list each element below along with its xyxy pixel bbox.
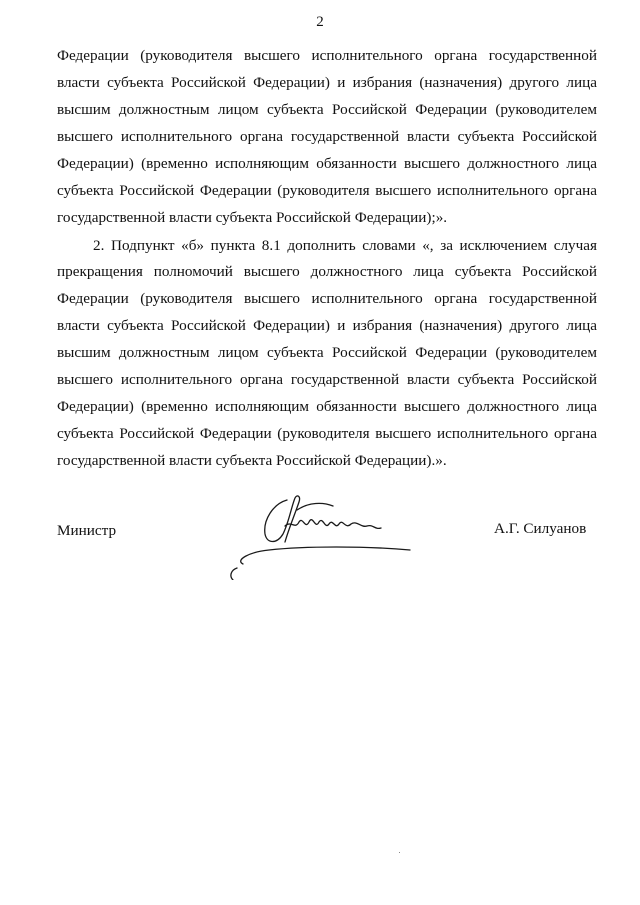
paragraph-2-line: высшим должностным лицом субъекта Российской Федерации (руководителем — [57, 344, 597, 361]
paragraph-1-line: субъекта Российской Федерации (руководителя высшего исполнительного органа — [57, 182, 597, 199]
handwritten-signature — [225, 490, 425, 580]
paragraph-2-line: Федерации (руководителя высшего исполнительного органа государственной — [57, 290, 597, 307]
signatory-title: Министр — [57, 522, 117, 539]
paragraph-2-line: власти субъекта Российской Федерации) и избрания (назначения) другого лица — [57, 317, 597, 334]
paragraph-1-line: высшим должностным лицом субъекта Российской Федерации (руководителем — [57, 101, 597, 118]
signatory-name: А.Г. Силуанов — [494, 520, 587, 537]
paragraph-1-line: государственной власти субъекта Российской Федерации);». — [57, 209, 448, 226]
scan-speck — [399, 852, 400, 853]
paragraph-2-line: Федерации) (временно исполняющим обязанности высшего должностного лица — [57, 398, 597, 415]
paragraph-1-line: высшего исполнительного органа государственной власти субъекта Российской — [57, 128, 597, 145]
paragraph-2-line: субъекта Российской Федерации (руководителя высшего исполнительного органа — [57, 425, 597, 442]
paragraph-2-line: прекращения полномочий высшего должностного лица субъекта Российской — [57, 263, 597, 280]
paragraph-1-line: Федерации (руководителя высшего исполнительного органа государственной — [57, 47, 597, 64]
paragraph-1-line: власти субъекта Российской Федерации) и избрания (назначения) другого лица — [57, 74, 597, 91]
paragraph-2-line: высшего исполнительного органа государственной власти субъекта Российской — [57, 371, 597, 388]
page-number: 2 — [316, 14, 324, 30]
paragraph-1-line: Федерации) (временно исполняющим обязанности высшего должностного лица — [57, 155, 597, 172]
paragraph-2-line: 2. Подпункт «б» пункта 8.1 дополнить словами «, за исключением случая — [93, 237, 597, 254]
paragraph-2-line: государственной власти субъекта Российской Федерации).». — [57, 452, 447, 469]
